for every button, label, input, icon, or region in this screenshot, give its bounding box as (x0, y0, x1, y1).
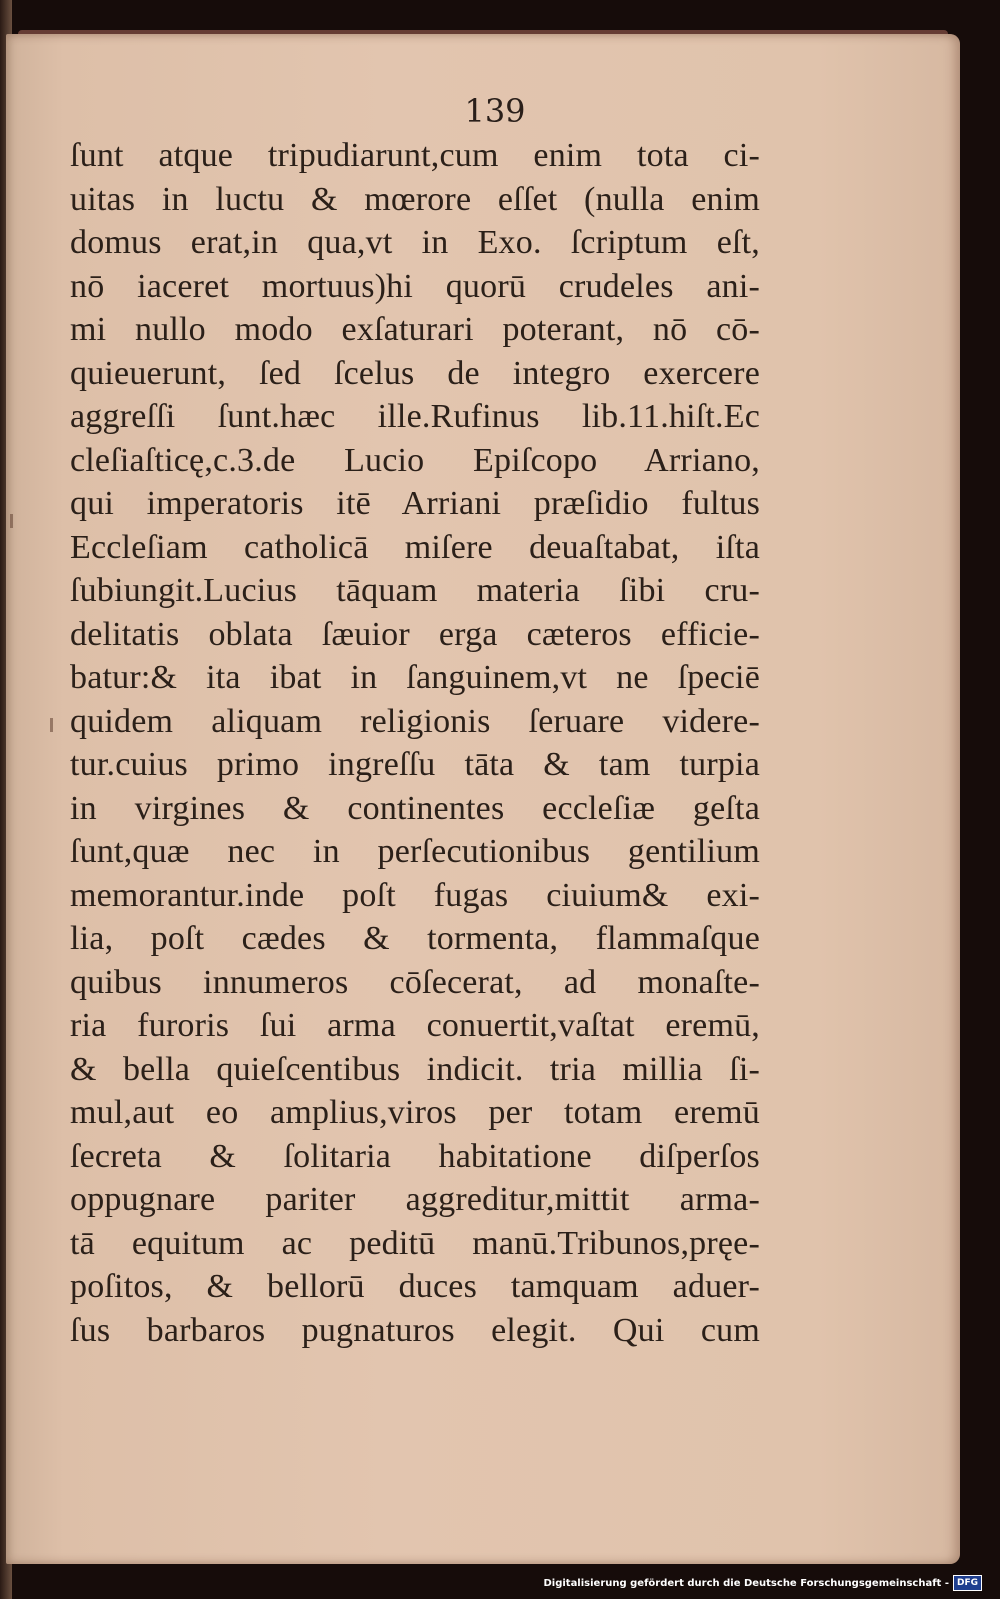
text-line: mi nullo modo exſaturari poterant, nō cō- (70, 311, 760, 348)
text-line: batur:& ita ibat in ſanguinem,vt ne ſpeciē (70, 659, 760, 696)
page-number: 139 (464, 92, 526, 130)
text-line: aggreſſi ſunt.hæc ille.Rufinus lib.11.hiſt.Ec (70, 398, 760, 435)
text-line: quibus innumeros cōſecerat, ad monaſte- (70, 963, 760, 1001)
book-page (6, 34, 960, 1564)
text-line: lia, poſt cædes & tormenta, flammaſque (70, 920, 760, 957)
text-line: uitas in luctu & mœrore eſſet (nulla enim (70, 180, 760, 218)
text-line: domus erat,in qua,vt in Exo. ſcriptum eſt, (70, 224, 760, 261)
text-line: nō iaceret mortuus)hi quorū crudeles ani- (70, 267, 760, 305)
body-text (70, 134, 760, 1352)
text-line: ſunt atque tripudiarunt,cum enim tota ci- (70, 137, 760, 174)
text-line: quieuerunt, ſed ſcelus de integro exercere (70, 354, 760, 392)
text-line: ſubiungit.Lucius tāquam materia ſibi cru- (70, 572, 760, 609)
margin-mark (10, 514, 13, 528)
text-line: quidem aliquam religionis ſeruare videre- (70, 702, 760, 740)
text-line: mul,aut eo amplius,viros per totam eremū (70, 1094, 760, 1131)
credit-text: Digitalisierung gefördert durch die Deutsche Forschungsgemeinschaft - (543, 1577, 949, 1589)
text-line: memorantur.inde poſt fugas ciuium& exi- (70, 876, 760, 914)
text-line: & bella quieſcentibus indicit. tria millia ſi- (70, 1050, 760, 1088)
text-line: ſunt,quæ nec in perſecutionibus gentilium (70, 833, 760, 870)
text-line: Eccleſiam catholicā miſere deuaſtabat, iſta (70, 528, 760, 566)
text-line: ria furoris ſui arma conuertit,vaſtat eremū, (70, 1007, 760, 1044)
text-line: delitatis oblata ſæuior erga cæteros efficie- (70, 615, 760, 653)
text-line: qui imperatoris itē Arriani præſidio fultus (70, 485, 760, 522)
text-line: cleſiaſticę,c.3.de Lucio Epiſcopo Arriano, (70, 441, 760, 479)
text-line: tā equitum ac peditū manū.Tribunos,pręe- (70, 1224, 760, 1262)
text-line: tur.cuius primo ingreſſu tāta & tam turpia (70, 746, 760, 783)
digitization-credit (543, 1573, 982, 1593)
text-line: oppugnare pariter aggreditur,mittit arma- (70, 1181, 760, 1218)
margin-mark (50, 718, 53, 732)
text-line: ſus barbaros pugnaturos elegit. Qui cum (70, 1311, 760, 1349)
text-line: in virgines & continentes eccleſiæ geſta (70, 789, 760, 827)
text-line: ſecreta & ſolitaria habitatione diſperſos (70, 1137, 760, 1175)
text-line: poſitos, & bellorū duces tamquam aduer- (70, 1268, 760, 1305)
dfg-logo: DFG (953, 1575, 982, 1591)
